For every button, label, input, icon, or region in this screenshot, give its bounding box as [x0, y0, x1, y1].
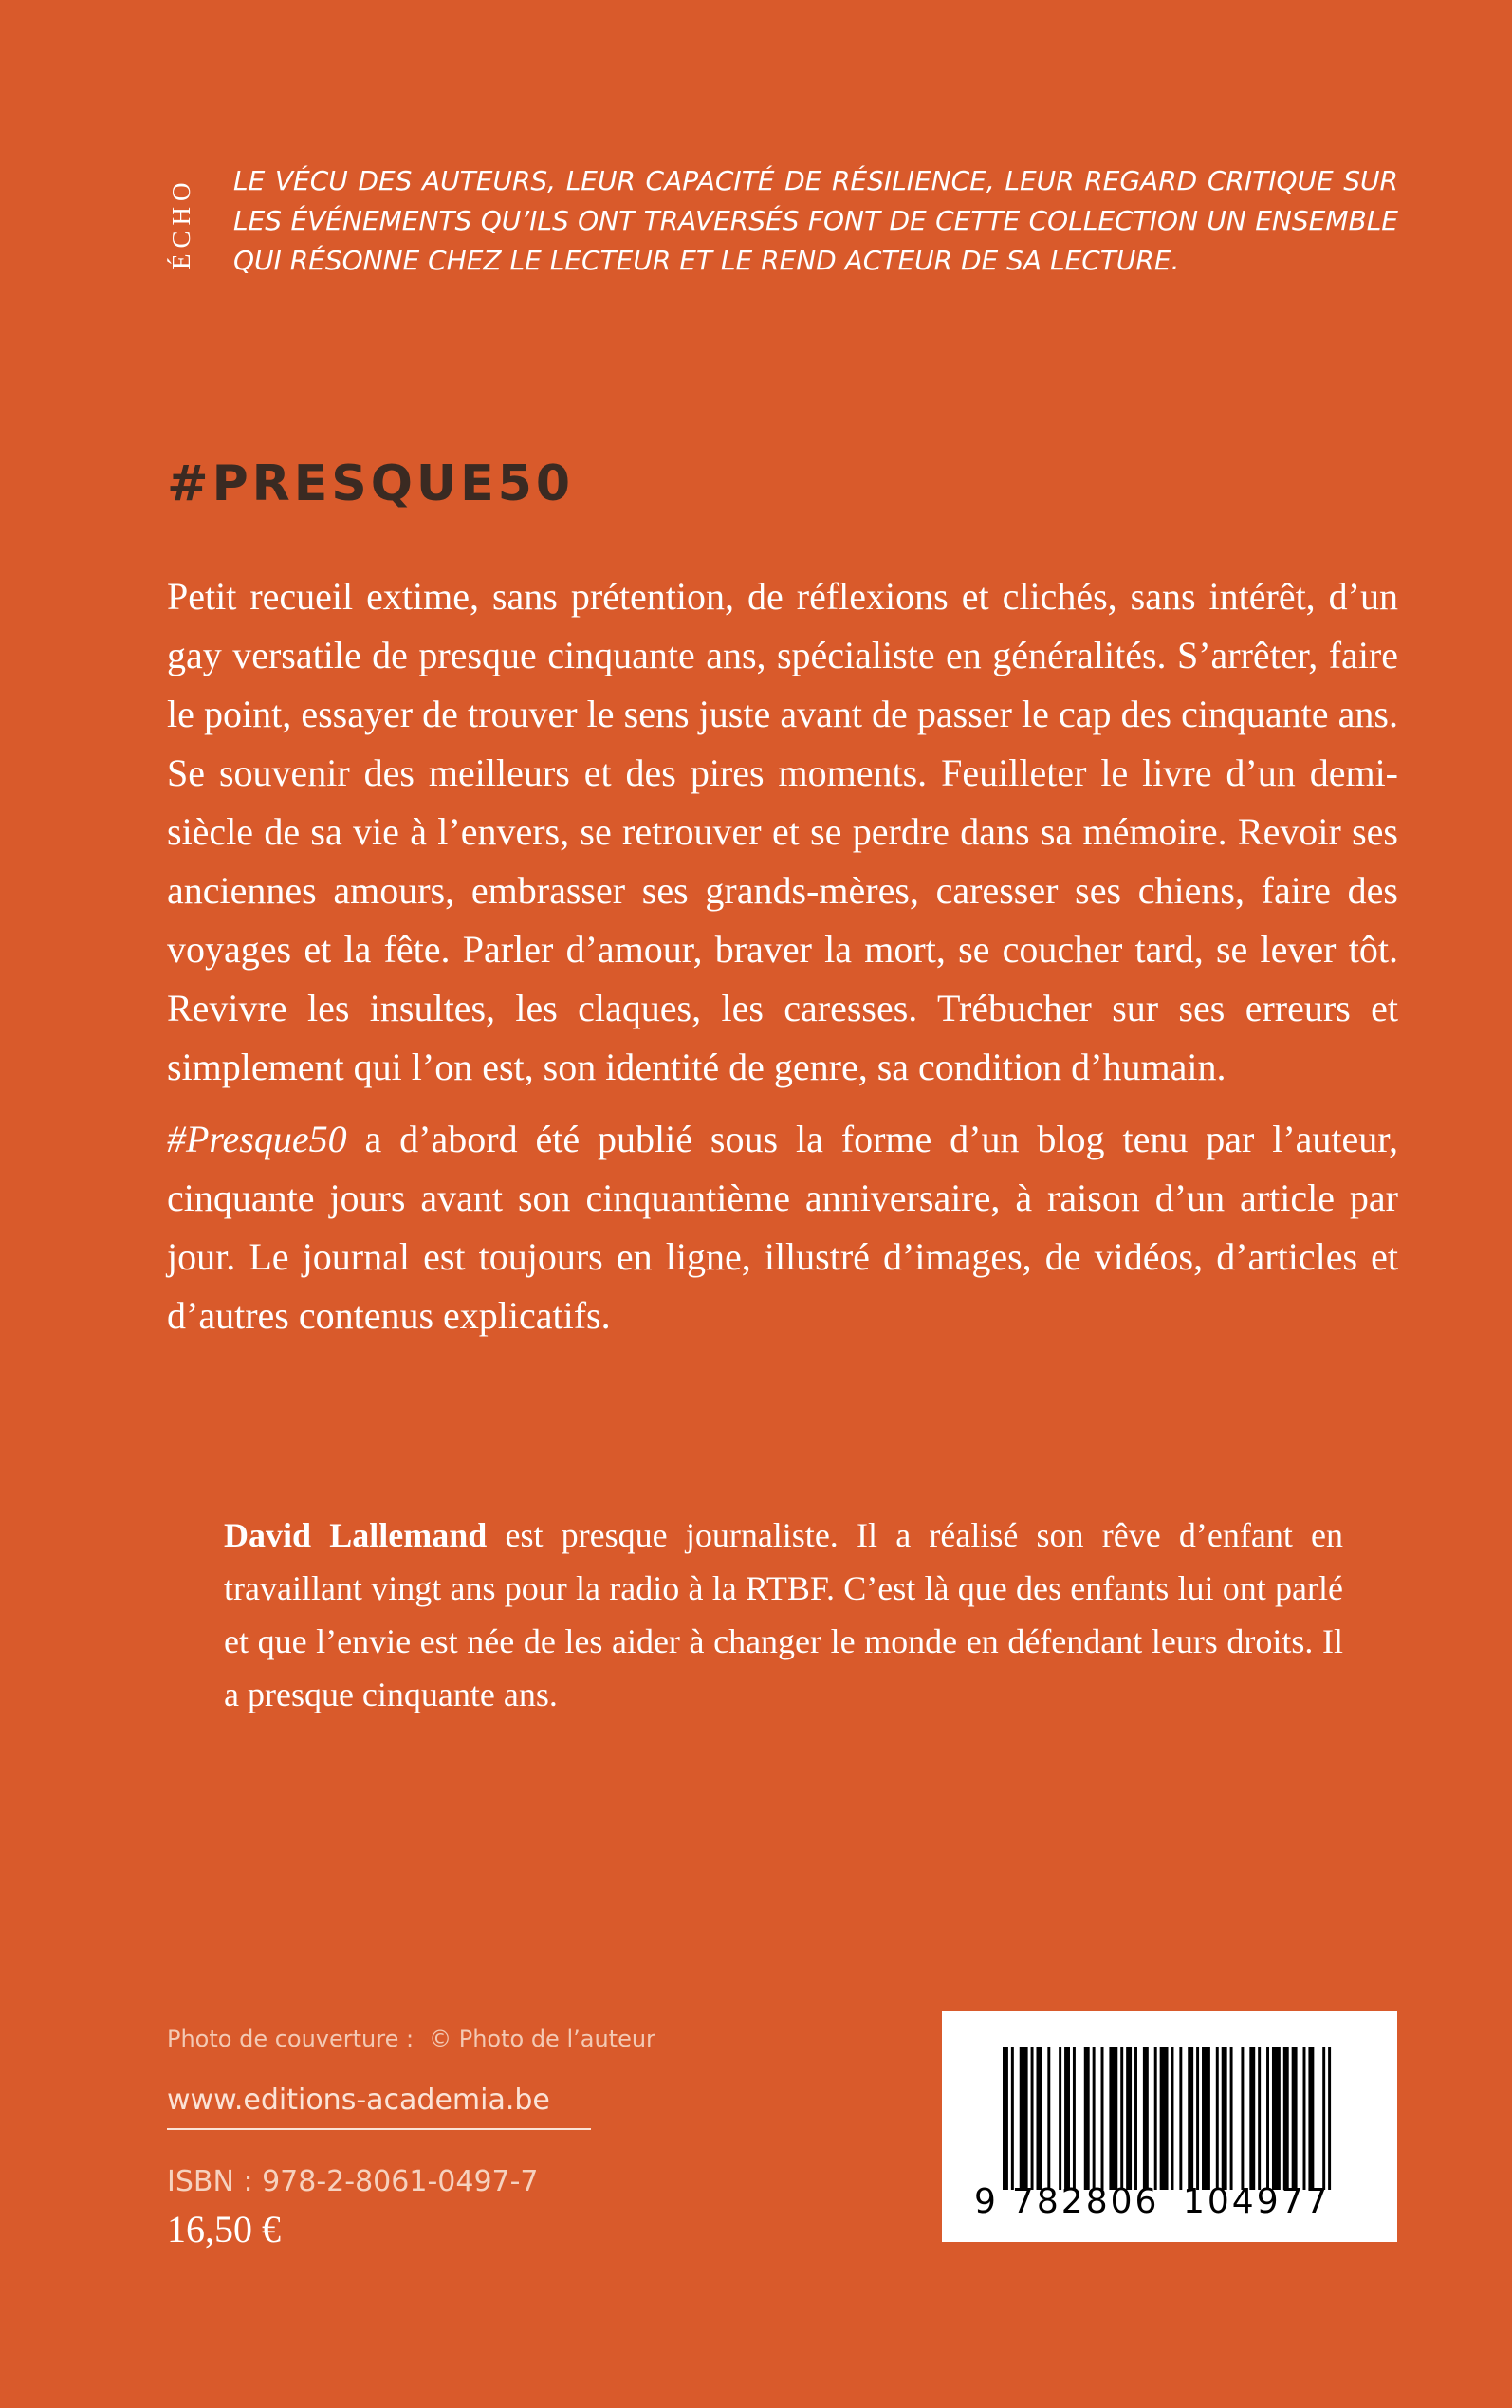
barcode-bar	[1036, 2047, 1042, 2190]
barcode-digit-group-left: 782806	[1012, 2182, 1160, 2221]
barcode-bar	[1222, 2047, 1227, 2190]
barcode-bars	[1003, 2047, 1337, 2190]
photo-credit-label: Photo de couverture :	[167, 2026, 415, 2052]
barcode-bar	[1188, 2047, 1193, 2190]
barcode-bar	[1230, 2047, 1233, 2190]
barcode-bar	[1020, 2047, 1028, 2190]
barcode-digit-prefix: 9	[974, 2182, 999, 2221]
barcode-bar	[1328, 2047, 1331, 2190]
barcode-bar	[1303, 2047, 1306, 2190]
barcode-bar	[1160, 2047, 1169, 2190]
barcode-bar	[1031, 2047, 1034, 2190]
barcode-bar	[1308, 2047, 1314, 2190]
barcode-digits	[974, 2182, 1373, 2233]
publisher-website[interactable]: www.editions-academia.be	[167, 2084, 591, 2130]
barcode-bar	[1120, 2047, 1123, 2190]
barcode-bar	[1059, 2047, 1061, 2190]
photo-credit	[167, 2026, 655, 2052]
blog-note: a d’abord été publié sous la forme d’un blog tenu par l’auteur, cinquante jours avant son cinquantième anniversaire, à raison d’un article par jour. Le journal est toujours en ligne, illustré d’images, de vidéos, d’articles et d’autres contenus explicatifs.	[167, 1118, 1398, 1337]
barcode-bar	[1154, 2047, 1157, 2190]
barcode-bar	[1047, 2047, 1050, 2190]
barcode-bar	[1272, 2047, 1281, 2190]
collection-description: LE VÉCU DES AUTEURS, LEUR CAPACITÉ DE RÉSILIENCE, LEUR REGARD CRITIQUE SUR LES ÉVÉNEMENTS QU’ILS ONT TRAVERSÉS FONT DE CETTE COLLECTION UN ENSEMBLE QUI RÉSONNE CHEZ LE LECTEUR ET LE REND ACTEUR DE SA LECTURE.	[233, 165, 1398, 276]
barcode-bar	[1101, 2047, 1104, 2190]
barcode-bar	[1196, 2047, 1199, 2190]
barcode	[942, 2011, 1397, 2242]
blog-paragraph	[167, 1110, 1398, 1345]
barcode-bar	[1003, 2047, 1008, 2190]
barcode-bar	[1073, 2047, 1076, 2190]
author-bio	[224, 1509, 1343, 1721]
price: 16,50 €	[167, 2208, 281, 2251]
barcode-bar	[1202, 2047, 1210, 2190]
barcode-digit-group-right: 104977	[1183, 2182, 1331, 2221]
barcode-bar	[1216, 2047, 1219, 2190]
barcode-bar	[1011, 2047, 1014, 2190]
barcode-bar	[1322, 2047, 1325, 2190]
barcode-bar	[1084, 2047, 1090, 2190]
photo-credit-value: © Photo de l’auteur	[429, 2026, 655, 2052]
barcode-bar	[1109, 2047, 1117, 2190]
barcode-bar	[1249, 2047, 1255, 2190]
barcode-bar	[1283, 2047, 1289, 2190]
barcode-bar	[1241, 2047, 1244, 2190]
barcode-bar	[1093, 2047, 1096, 2190]
blog-title: #Presque50	[167, 1118, 347, 1160]
back-cover-blurb	[167, 567, 1398, 1345]
book-summary: Petit recueil extime, sans prétention, de réflexions et clichés, sans intérêt, d’un gay versatile de presque cinquante ans, spécialiste en généralités. S’arrêter, faire le point, essayer de trouver le sens juste avant de passer le cap des cinquante ans. Se souvenir des meilleurs et des pires moments. Feuilleter le livre d’un demi-siècle de sa vie à l’envers, se retrouver et se perdre dans sa mémoire. Revoir ses anciennes amours, embrasser ses grands-mères, caresser ses chiens, faire des voyages et la fête. Parler d’amour, braver la mort, se coucher tard, se lever tôt. Revivre les insultes, les claques, les caresses. Trébucher sur ses erreurs et simplement qui l’on est, son identité de genre, sa condition d’humain.	[167, 575, 1398, 1088]
book-title: #PRESQUE50	[167, 455, 575, 512]
author-name: David Lallemand	[224, 1516, 488, 1554]
collection-name: ÉCHO	[167, 176, 195, 270]
barcode-bar	[1171, 2047, 1173, 2190]
barcode-bar	[1064, 2047, 1070, 2190]
isbn: ISBN : 978-2-8061-0497-7	[167, 2165, 539, 2198]
author-bio-text: est presque journaliste. Il a réalisé son rêve d’enfant en travaillant vingt ans pour la radio à la RTBF. C’est là que des enfants lui ont parlé et que l’envie est née de les aider à changer le monde en défendant leurs droits. Il a presque cinquante ans.	[224, 1516, 1344, 1713]
barcode-bar	[1143, 2047, 1149, 2190]
barcode-bar	[1266, 2047, 1269, 2190]
barcode-bar	[1258, 2047, 1261, 2190]
barcode-bar	[1134, 2047, 1137, 2190]
barcode-bar	[1179, 2047, 1182, 2190]
barcode-bar	[1292, 2047, 1298, 2190]
barcode-bar	[1126, 2047, 1132, 2190]
